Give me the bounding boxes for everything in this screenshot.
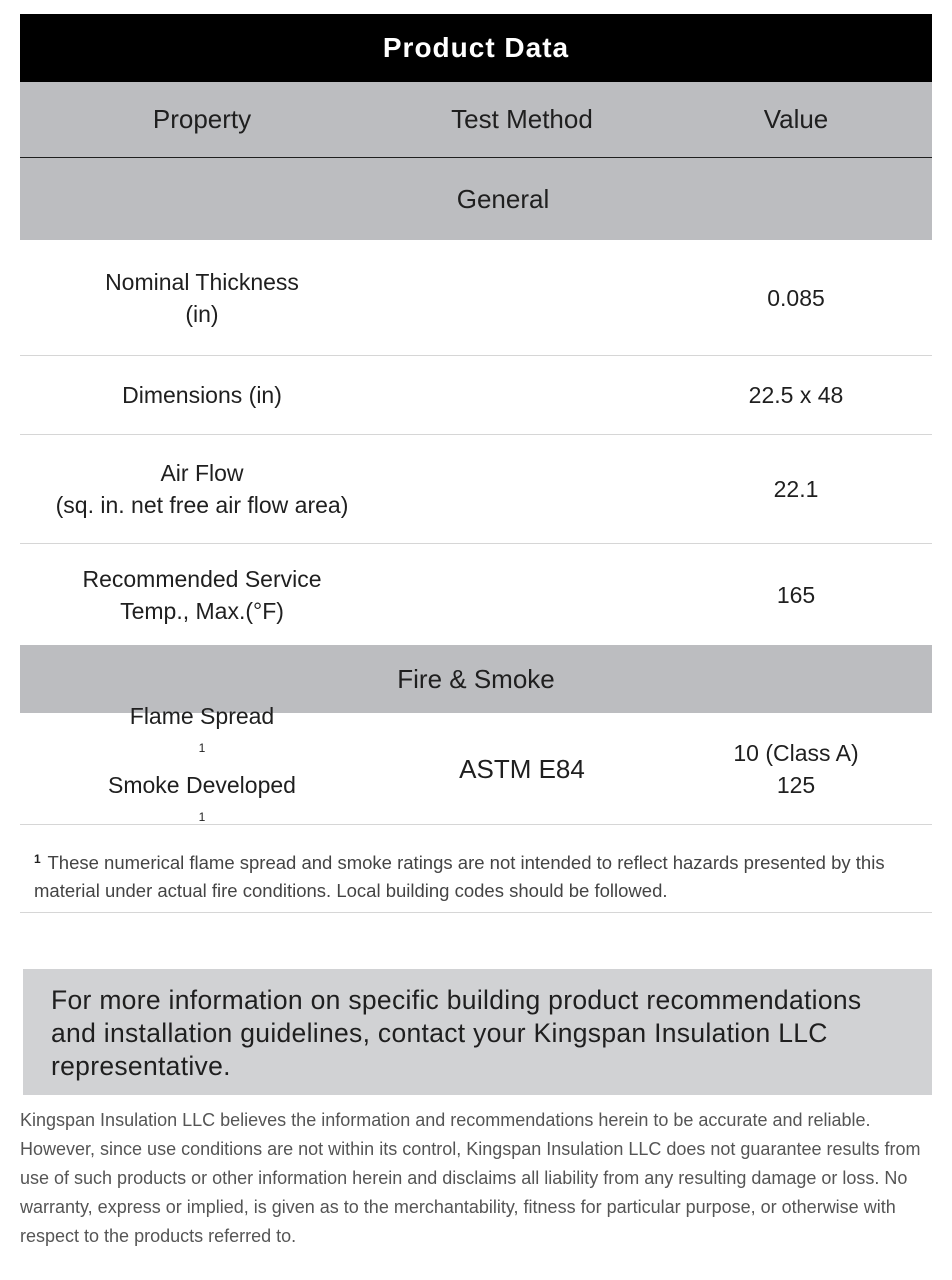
- disclaimer-text: Kingspan Insulation LLC believes the information and recommendations herein to be accurate and reliable. However, since use conditions are not within its control, Kingspan Insulation LLC does not guarantee results from use of such products or other information herein and disclaims all liability from any resulting damage or loss. No warranty, express or implied, is given as to the merchantability, fitness for particular purpose, or otherwise with respect to the products referred to.: [20, 1110, 921, 1246]
- header-value: Value: [763, 104, 829, 134]
- contact-info-box: [23, 969, 932, 1095]
- product-data-table: [20, 14, 932, 913]
- table-header-row: [20, 82, 932, 158]
- legal-disclaimer: [20, 1106, 936, 1251]
- value-line: 10 (Class A): [733, 739, 859, 766]
- property-line: [20, 769, 384, 838]
- value-cell: 22.1: [773, 476, 819, 502]
- contact-info-text: For more information on specific building product recommendations and installation guidelines, contact your Kingspan Insulation LLC representative.: [51, 985, 862, 1081]
- test-method-cell: ASTM E84: [459, 753, 585, 784]
- section-fire-smoke-label: Fire & Smoke: [397, 663, 555, 694]
- table-row: [20, 435, 932, 544]
- property-cell: [20, 266, 384, 330]
- property-cell: [20, 700, 384, 838]
- footnote-ref: 1: [198, 809, 206, 824]
- section-general-label: General: [456, 183, 550, 214]
- value-cell: 22.5 x 48: [748, 382, 844, 408]
- footnote-mark: 1: [34, 852, 41, 866]
- property-line: (in): [185, 300, 219, 327]
- property-line: Air Flow: [160, 460, 244, 486]
- value-cell: [660, 737, 932, 801]
- header-test-method: Test Method: [451, 104, 593, 134]
- footnote-ref: 1: [198, 740, 206, 755]
- header-property: Property: [152, 104, 252, 134]
- table-row: [20, 356, 932, 435]
- property-line: (sq. in. net free air flow area): [55, 492, 349, 518]
- property-line: Recommended Service: [82, 565, 322, 592]
- property-text: Smoke Developed: [108, 771, 296, 798]
- table-title: Product Data: [20, 14, 932, 82]
- value-line: 125: [776, 771, 816, 798]
- table-row: [20, 240, 932, 356]
- table-footnote: [20, 825, 932, 913]
- property-line: [20, 700, 384, 769]
- footnote-text: These numerical flame spread and smoke ratings are not intended to reflect hazards presented by this material under actual fire conditions. Local building codes should be followed.: [34, 852, 885, 901]
- property-cell: [20, 379, 384, 411]
- property-cell: [20, 457, 384, 521]
- property-line: Nominal Thickness: [105, 268, 299, 295]
- table-row: [20, 544, 932, 645]
- property-text: Flame Spread: [129, 702, 275, 729]
- value-cell: 0.085: [767, 284, 825, 311]
- property-line: Temp., Max.(°F): [120, 597, 284, 624]
- table-row: [20, 702, 932, 825]
- value-cell: 165: [776, 581, 816, 608]
- section-general: [20, 158, 932, 240]
- property-line: Dimensions (in): [122, 382, 282, 408]
- property-cell: [20, 563, 384, 627]
